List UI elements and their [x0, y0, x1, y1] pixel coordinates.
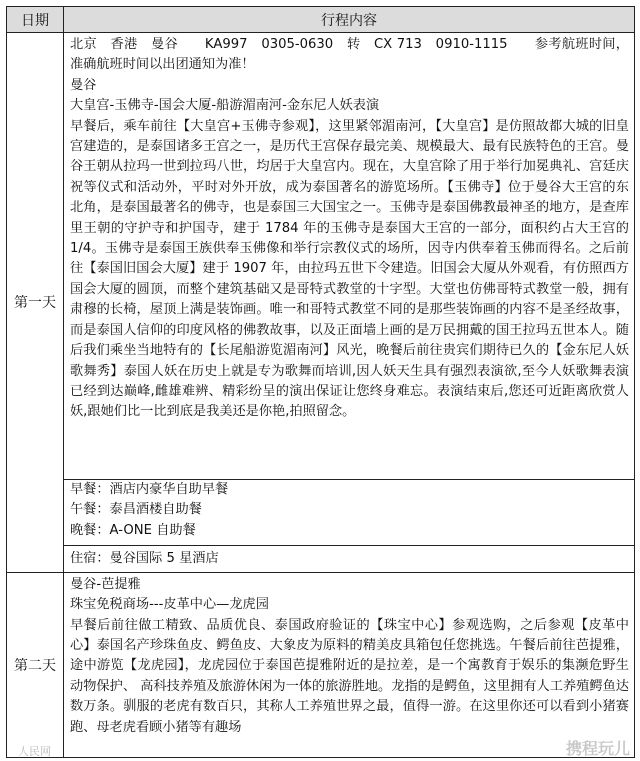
watermark-right: 携程玩儿	[565, 739, 630, 758]
header-date: 日期	[7, 7, 64, 33]
day1-main-row	[7, 33, 635, 480]
day2-row	[7, 572, 635, 757]
day1-city: 曼谷	[70, 77, 97, 93]
watermark-left: 人民网	[18, 745, 51, 758]
day1-dinner: 晚餐：A-ONE 自助餐	[64, 521, 635, 546]
day2-route: 曼谷-芭提雅	[70, 576, 141, 592]
itinerary-sheet	[6, 6, 634, 758]
day2-content	[64, 572, 635, 757]
day1-lunch: 午餐：泰昌酒楼自助餐	[64, 500, 635, 520]
day1-content	[64, 33, 635, 480]
day1-description: 早餐后，乘车前往【大皇宫+玉佛寺参观】，这里紧邻湄南河，【大皇宫】是仿照故都大城的旧皇宫建造的，是泰国诸多王宫之一，是历代王宫保存最完美、规模最大、最有民族特色的王宫。曼谷王朝从拉玛一世到拉玛八世，均居于大皇宫内。现在，大皇宫除了用于举行加冕典礼、宫廷庆祝等仪式和活动外，平时对外开放，成为泰国著名的游览场所。【玉佛寺】位于曼谷大王宫的东北角，是泰国最著名的佛寺，也是泰国三大国宝之一。玉佛寺是泰国佛教最神圣的地方，是查库里王朝的守护寺和护国寺，建于 1784 年的玉佛寺是泰国大王宫的一部分，面积约占大王宫的 1/4。玉佛寺是泰国王族供奉玉佛像和举行宗教仪式的场所，因寺内供奉着玉佛而得名。之后前往【泰国旧国会大厦】建于 1907 年，由拉玛五世下令建造。旧国会大厦从外观看，有仿照西方国会大厦的圆顶，而整个建筑基础又是哥特式教堂的十字型。大堂也仿佛哥特式教堂一般，拥有肃穆的长椅，屋顶上满是装饰画。唯一和哥特式教堂不同的是那些装饰画的内容不是圣经故事，而是泰国人信仰的印度风格的佛教故事，以及正面墙上画的是万民拥戴的国王拉玛五世本人。随后我们乘坐当地特有的【长尾船游览湄南河】风光，晚餐后前往贵宾们期待已久的【金东尼人妖歌舞秀】泰国人妖在历史上就是专为歌舞而培训,因人妖天生具有强烈表演欲,至今人妖歌舞表演已经到达巅峰,雌雄难辨、精彩纷呈的演出保证让您终身难忘。表演结束后,您还可近距离欣赏人妖,跟她们比一比到底是我美还是你艳,拍照留念。	[70, 118, 629, 420]
day1-label: 第一天	[7, 33, 64, 573]
day2-label: 第二天	[7, 572, 64, 757]
day2-route2: 珠宝免税商场---皮革中心—龙虎园	[70, 597, 269, 613]
itinerary-table	[6, 6, 635, 758]
header-row	[7, 7, 635, 33]
day2-description: 早餐后前往做工精致、品质优良、泰国政府验证的【珠宝中心】参观选购，之后参观【皮革中心】泰国名产珍珠鱼皮、鳄鱼皮、大象皮为原料的精美皮具箱包任您挑选。午餐后前往芭提雅，途中游览【龙虎园】，龙虎园位于泰国芭提雅附近的是拉差，是一个寓教育于娱乐的集濒危野生动物保护、 高科技养殖及旅游休闲为一体的旅游胜地。龙指的是鳄鱼，这里拥有人工养殖鳄鱼达数万条。驯服的老虎有数百只，其称人工养殖世界之最，值得一游。在这里你还可以看到小猪赛跑、母老虎看顾小猪等有趣场	[70, 617, 629, 735]
day1-breakfast: 早餐：酒店内豪华自助早餐	[64, 480, 635, 501]
day1-route: 大皇宫-玉佛寺-国会大厦-船游湄南河-金东尼人妖表演	[70, 98, 380, 114]
day1-hotel: 住宿：曼谷国际 5 星酒店	[64, 545, 635, 572]
day1-flight: 北京 香港 曼谷 KA997 0305-0630 转 CX 713 0910-1115 参考航班时间，准确航班时间以出团通知为准！	[70, 37, 629, 73]
header-content: 行程内容	[64, 7, 635, 33]
